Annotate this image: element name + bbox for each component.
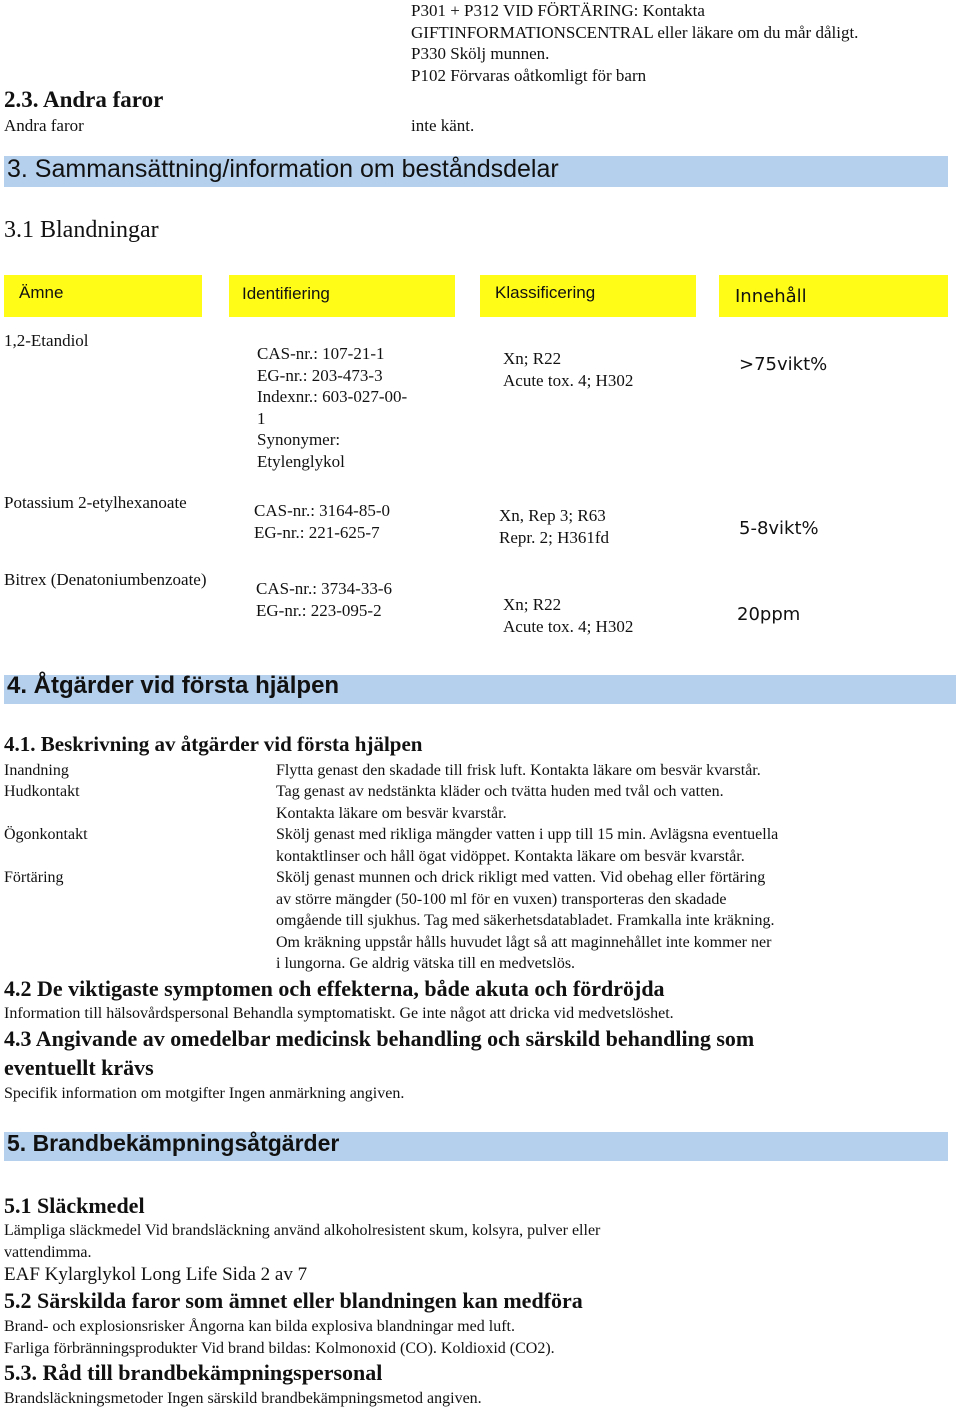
- section-5-2-heading: 5.2 Särskilda faror som ämnet eller blandningen kan medföra: [4, 1288, 583, 1313]
- other-hazards-value: inte känt.: [411, 116, 475, 135]
- identification-line: Indexnr.: 603-027-00-: [257, 387, 408, 406]
- first-aid-text-ingestion: [276, 867, 774, 975]
- section-5-3-heading: 5.3. Råd till brandbekämpningspersonal: [4, 1360, 383, 1385]
- text-line: Lämpliga släckmedel Vid brandsläckning använd alkoholresistent skum, kolsyra, pulver eller: [4, 1222, 601, 1239]
- classification-line: Acute tox. 4; H302: [503, 370, 634, 390]
- header-label: Klassificering: [495, 283, 596, 302]
- identification-line: 1: [257, 408, 266, 428]
- other-hazards-label: Andra faror: [4, 116, 84, 135]
- section-4-1-heading: 4.1. Beskrivning av åtgärder vid första hjälpen: [4, 732, 423, 756]
- first-aid-label-skin: Hudkontakt: [4, 783, 80, 800]
- content-value: >75vikt%: [739, 354, 828, 375]
- header-label: Innehåll: [735, 286, 807, 307]
- section-4-3-heading: 4.3 Angivande av omedelbar medicinsk behandling och särskild behandling som: [4, 1026, 755, 1051]
- identification-line: Etylenglykol: [257, 451, 345, 471]
- classification-cell: [503, 594, 633, 637]
- section-4-heading: 4. Åtgärder vid första hjälpen: [7, 672, 340, 699]
- text-line: Skölj genast munnen och drick rikligt med vatten. Vid obehag eller förtäring: [276, 869, 766, 886]
- identification-line: Synonymer:: [257, 430, 341, 449]
- identification-cell: [257, 343, 407, 472]
- table-header-substance: [4, 275, 202, 317]
- text-line: av större mängder (50-100 ml för en vuxen) transporteras den skadade: [276, 890, 727, 908]
- section-5-2-text: [4, 1316, 555, 1359]
- classification-cell: [499, 505, 609, 548]
- identification-cell: [254, 500, 390, 543]
- text-line: Flytta genast den skadade till frisk luft. Kontakta läkare om besvär kvarstår.: [276, 762, 761, 779]
- section-4-2-heading: 4.2 De viktigaste symptomen och effekterna, både akuta och fördröjda: [4, 976, 665, 1001]
- first-aid-label-inhalation: Inandning: [4, 762, 69, 779]
- first-aid-label-eye: Ögonkontakt: [4, 826, 88, 843]
- statement-line: P301 + P312 VID FÖRTÄRING: Kontakta: [411, 1, 705, 20]
- substance-name: Potassium 2-etylhexanoate: [4, 493, 187, 512]
- text-line: Farliga förbränningsprodukter Vid brand bildas: Kolmonoxid (CO). Koldioxid (CO2).: [4, 1339, 555, 1357]
- section-5-heading: 5. Brandbekämpningsåtgärder: [7, 1130, 340, 1156]
- header-label: Identifiering: [242, 284, 330, 303]
- text-line: kontaktlinser och håll ögat vidöppet. Kontakta läkare om besvär kvarstår.: [276, 847, 745, 865]
- page-footer: EAF Kylarglykol Long Life Sida 2 av 7: [4, 1264, 308, 1285]
- text-line: Brand- och explosionsrisker Ångorna kan bilda explosiva blandningar med luft.: [4, 1318, 515, 1335]
- table-header-classification: [480, 275, 696, 317]
- section-5-1-heading: 5.1 Släckmedel: [4, 1193, 145, 1218]
- section-4-2-text: Information till hälsovårdspersonal Behandla symptomatiskt. Ge inte något att dricka vid medvetslöshet.: [4, 1005, 674, 1022]
- identification-line: CAS-nr.: 3164-85-0: [254, 501, 390, 520]
- identification-line: EG-nr.: 203-473-3: [257, 365, 383, 385]
- first-aid-text-skin: [276, 781, 724, 824]
- table-header-identification: [229, 275, 455, 317]
- substance-name: Bitrex (Denatoniumbenzoate): [4, 570, 207, 589]
- text-line: Om kräkning uppstår hålls huvudet lågt så att maginnehållet inte kommer ner: [276, 933, 772, 951]
- content-value: 20ppm: [737, 604, 801, 625]
- section-5-3-text: Brandsläckningsmetoder Ingen särskild brandbekämpningsmetod angiven.: [4, 1390, 482, 1407]
- precautionary-statements: [411, 0, 858, 86]
- first-aid-label-ingestion: Förtäring: [4, 869, 64, 886]
- classification-line: Repr. 2; H361fd: [499, 527, 610, 547]
- classification-cell: [503, 348, 633, 391]
- statement-line: P330 Skölj munnen.: [411, 44, 550, 63]
- text-line: Skölj genast med rikliga mängder vatten i upp till 15 min. Avlägsna eventuella: [276, 826, 779, 843]
- classification-line: Xn, Rep 3; R63: [499, 506, 606, 525]
- classification-line: Xn; R22: [503, 595, 562, 614]
- text-line: Kontakta läkare om besvär kvarstår.: [276, 804, 507, 822]
- identification-line: EG-nr.: 223-095-2: [256, 600, 382, 620]
- section-4-3-heading-cont: eventuellt krävs: [4, 1055, 154, 1080]
- text-line: i lungorna. Ge aldrig vätska till en medvetslös.: [276, 955, 576, 972]
- first-aid-text-eye: [276, 824, 778, 867]
- classification-line: Acute tox. 4; H302: [503, 616, 634, 636]
- table-header-content: [719, 275, 948, 317]
- identification-cell: [256, 578, 392, 621]
- identification-line: EG-nr.: 221-625-7: [254, 522, 380, 542]
- content-value: 5-8vikt%: [739, 518, 819, 539]
- substance-name: 1,2-Etandiol: [4, 331, 89, 350]
- statement-line: GIFTINFORMATIONSCENTRAL eller läkare om du mår dåligt.: [411, 22, 859, 42]
- text-line: omgående till sjukhus. Tag med säkerhetsdatabladet. Framkalla inte kräkning.: [276, 912, 775, 929]
- section-5-1-text: [4, 1220, 600, 1263]
- text-line: vattendimma.: [4, 1243, 92, 1261]
- identification-line: CAS-nr.: 107-21-1: [257, 344, 385, 363]
- section-2-3-heading: 2.3. Andra faror: [4, 87, 164, 112]
- statement-line: P102 Förvaras oåtkomligt för barn: [411, 65, 647, 85]
- classification-line: Xn; R22: [503, 349, 562, 368]
- first-aid-text-inhalation: [276, 760, 761, 782]
- identification-line: CAS-nr.: 3734-33-6: [256, 579, 392, 598]
- section-4-3-text: Specifik information om motgifter Ingen anmärkning angiven.: [4, 1085, 405, 1102]
- text-line: Tag genast av nedstänkta kläder och tvätta huden med tvål och vatten.: [276, 783, 724, 800]
- section-3-1-heading: 3.1 Blandningar: [4, 217, 159, 243]
- header-label: Ämne: [19, 283, 64, 302]
- section-3-heading: 3. Sammansättning/information om beståndsdelar: [7, 155, 559, 183]
